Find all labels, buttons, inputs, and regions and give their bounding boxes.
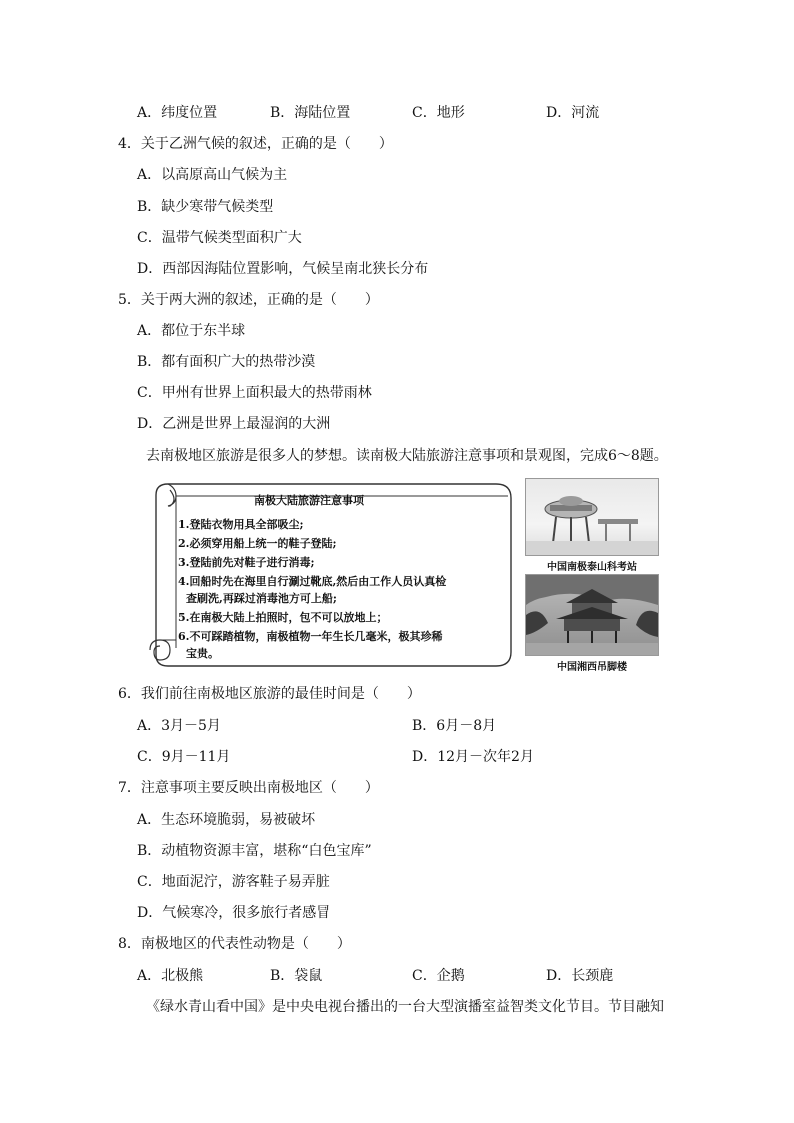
q3-option-c: C．地形	[412, 105, 465, 121]
q8-option-c: C．企鹅	[412, 968, 465, 984]
research-station-photo	[525, 478, 659, 556]
closing-text: 《绿水青山看中国》是中央电视台播出的一台大型演播室益智类文化节目。节目融知	[146, 999, 664, 1015]
q5-stem: 5．关于两大洲的叙述，正确的是（ ）	[118, 292, 379, 308]
q7-option-c: C．地面泥泞，游客鞋子易弄脏	[137, 874, 330, 890]
q4-option-d: D．西部因海陆位置影响，气候呈南北狭长分布	[137, 261, 429, 277]
notice-item: 2.必须穿用船上统一的鞋子登陆;	[178, 537, 337, 550]
notice-item: 宝贵。	[186, 647, 219, 660]
research-station-caption: 中国南极泰山科考站	[547, 562, 637, 573]
q6-stem: 6．我们前往南极地区旅游的最佳时间是（ ）	[118, 686, 421, 702]
q3-option-d: D．河流	[546, 105, 600, 121]
notice-item: 5.在南极大陆上拍照时，包不可以放地上；	[178, 611, 388, 624]
q3-option-a: A．纬度位置	[137, 105, 218, 121]
q8-stem: 8．南极地区的代表性动物是（ ）	[118, 936, 351, 952]
notice-item: 6.不可踩踏植物，南极植物一年生长几毫米，极其珍稀	[178, 630, 443, 643]
passage-text: 去南极地区旅游是很多人的梦想。读南极大陆旅游注意事项和景观图，完成6～8题。	[146, 448, 668, 464]
q8-option-a: A．北极熊	[137, 968, 204, 984]
q8-option-d: D．长颈鹿	[546, 968, 614, 984]
q7-option-d: D．气候寒冷，很多旅行者感冒	[137, 905, 331, 921]
q4-option-a: A．以高原高山气候为主	[137, 167, 288, 183]
q6-option-d: D．12月－次年2月	[412, 749, 534, 765]
notice-item: 1.登陆衣物用具全部吸尘;	[178, 518, 304, 531]
stilt-house-photo	[525, 574, 659, 656]
q4-option-b: B．缺少寒带气候类型	[137, 199, 274, 215]
q5-option-b: B．都有面积广大的热带沙漠	[137, 354, 316, 370]
figure	[146, 475, 666, 675]
q6-option-c: C．9月－11月	[137, 749, 231, 765]
q7-option-a: A．生态环境脆弱，易被破坏	[137, 812, 316, 828]
notice-item: 3.登陆前先对鞋子进行消毒;	[178, 556, 315, 569]
q6-option-b: B．6月－8月	[412, 718, 497, 734]
notice-title: 南极大陆旅游注意事项	[254, 494, 364, 507]
stilt-house-caption: 中国湘西吊脚楼	[557, 662, 627, 673]
q4-option-c: C．温带气候类型面积广大	[137, 230, 302, 246]
q5-option-a: A．都位于东半球	[137, 323, 246, 339]
notice-scroll	[146, 480, 516, 665]
notice-item: 4.回船时先在海里自行涮过靴底,然后由工作人员认真检	[178, 575, 447, 588]
q5-option-d: D．乙洲是世界上最湿润的大洲	[137, 416, 331, 432]
q3-option-b: B．海陆位置	[270, 105, 351, 121]
q7-stem: 7．注意事项主要反映出南极地区（ ）	[118, 780, 379, 796]
q5-option-c: C．甲州有世界上面积最大的热带雨林	[137, 385, 372, 401]
q4-stem: 4．关于乙洲气候的叙述，正确的是（ ）	[118, 136, 393, 152]
q8-option-b: B．袋鼠	[270, 968, 323, 984]
q7-option-b: B．动植物资源丰富，堪称“白色宝库”	[137, 843, 372, 859]
notice-item: 查刷洗,再踩过消毒池方可上船;	[186, 592, 337, 605]
q6-option-a: A．3月－5月	[137, 718, 221, 734]
